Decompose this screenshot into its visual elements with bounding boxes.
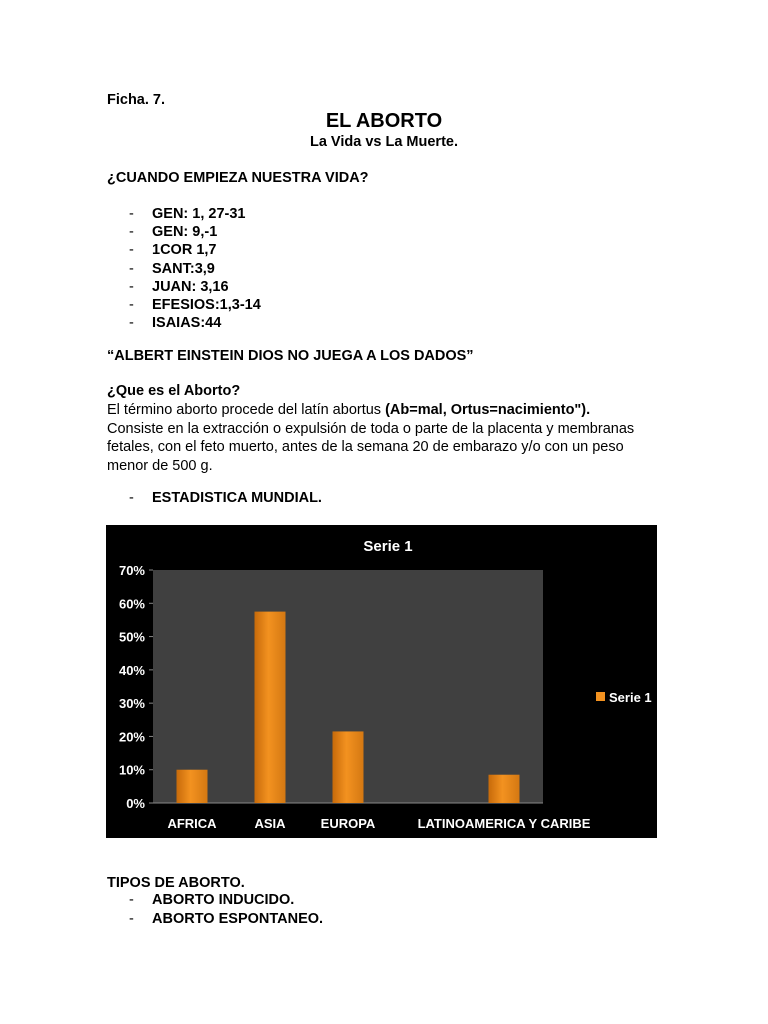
x-tick-label: ASIA — [254, 816, 286, 831]
list-dash: - — [129, 910, 134, 927]
list-dash: - — [129, 490, 134, 506]
reference-text: EFESIOS:1,3-14 — [152, 296, 261, 313]
page-subtitle: La Vida vs La Muerte. — [309, 134, 458, 150]
y-tick-label: 30% — [118, 696, 145, 712]
paragraph-etymology: (Ab=mal, Ortus=nacimiento"). — [385, 402, 591, 418]
list-dash: - — [129, 296, 134, 313]
chart-bar — [255, 612, 286, 803]
list-dash: - — [129, 260, 134, 277]
list-dash: - — [129, 315, 134, 332]
reference-text: 1COR 1,7 — [152, 242, 217, 259]
tipo-text: ABORTO INDUCIDO. — [152, 892, 295, 908]
y-tick-label: 40% — [118, 662, 145, 678]
legend-swatch — [596, 692, 605, 701]
paragraph-text: El término aborto procede del latín abortus — [107, 402, 386, 418]
list-dash: - — [129, 206, 134, 222]
y-tick-label: 0% — [126, 796, 145, 811]
reference-text: GEN: 1, 27-31 — [152, 206, 246, 222]
list-dash: - — [129, 224, 134, 241]
tipo-text: ABORTO ESPONTANEO. — [152, 910, 324, 927]
chart-bar — [489, 775, 520, 803]
section-title: ¿Que es el Aborto? — [107, 383, 241, 399]
list-dash: - — [129, 278, 134, 295]
chart-container — [106, 525, 657, 838]
list-item — [107, 241, 261, 259]
list-dash: - — [129, 892, 134, 908]
paragraph-text: Consiste en la extracción o expulsión de toda o parte de la placenta y membranas fetales, con el feto muerto, antes de la semana 20 de embarazo y/o con un peso menor de 500 g. — [107, 420, 635, 474]
list-item — [107, 205, 261, 223]
x-tick-label: AFRICA — [167, 816, 217, 831]
list-item — [107, 223, 261, 241]
bar-chart — [106, 525, 657, 838]
reference-list — [107, 205, 261, 332]
statistics-label: ESTADISTICA MUNDIAL. — [152, 490, 322, 506]
reference-text: GEN: 9,-1 — [152, 224, 218, 241]
list-item — [107, 296, 261, 314]
y-tick-label: 20% — [118, 729, 145, 745]
legend-label: Serie 1 — [609, 690, 652, 705]
tipos-list — [107, 891, 323, 928]
y-tick-label: 60% — [118, 596, 145, 612]
chart-bar — [333, 731, 364, 803]
list-item — [107, 260, 261, 278]
list-dash: - — [129, 242, 134, 259]
ficha-label: Ficha. 7. — [107, 92, 166, 108]
definition-paragraph — [107, 401, 667, 475]
list-item — [107, 278, 261, 296]
einstein-quote: “ALBERT EINSTEIN DIOS NO JUEGA A LOS DADOS” — [107, 348, 474, 364]
y-tick-label: 50% — [118, 629, 145, 645]
list-item — [107, 314, 261, 332]
reference-text: ISAIAS:44 — [152, 315, 222, 332]
question-heading: ¿CUANDO EMPIEZA NUESTRA VIDA? — [107, 170, 369, 186]
reference-text: SANT:3,9 — [152, 260, 215, 277]
reference-text: JUAN: 3,16 — [152, 278, 229, 295]
list-item — [107, 891, 323, 910]
y-tick-label: 10% — [118, 762, 145, 778]
tipos-heading: TIPOS DE ABORTO. — [107, 875, 245, 891]
x-tick-label: EUROPA — [320, 816, 376, 831]
x-tick-label: LATINOAMERICA Y CARIBE — [417, 816, 591, 831]
page-title: EL ABORTO — [325, 110, 443, 132]
chart-bar — [177, 770, 208, 803]
y-tick-label: 70% — [118, 563, 145, 578]
statistics-item — [107, 490, 322, 506]
chart-title: Serie 1 — [363, 538, 413, 555]
list-item — [107, 910, 323, 929]
